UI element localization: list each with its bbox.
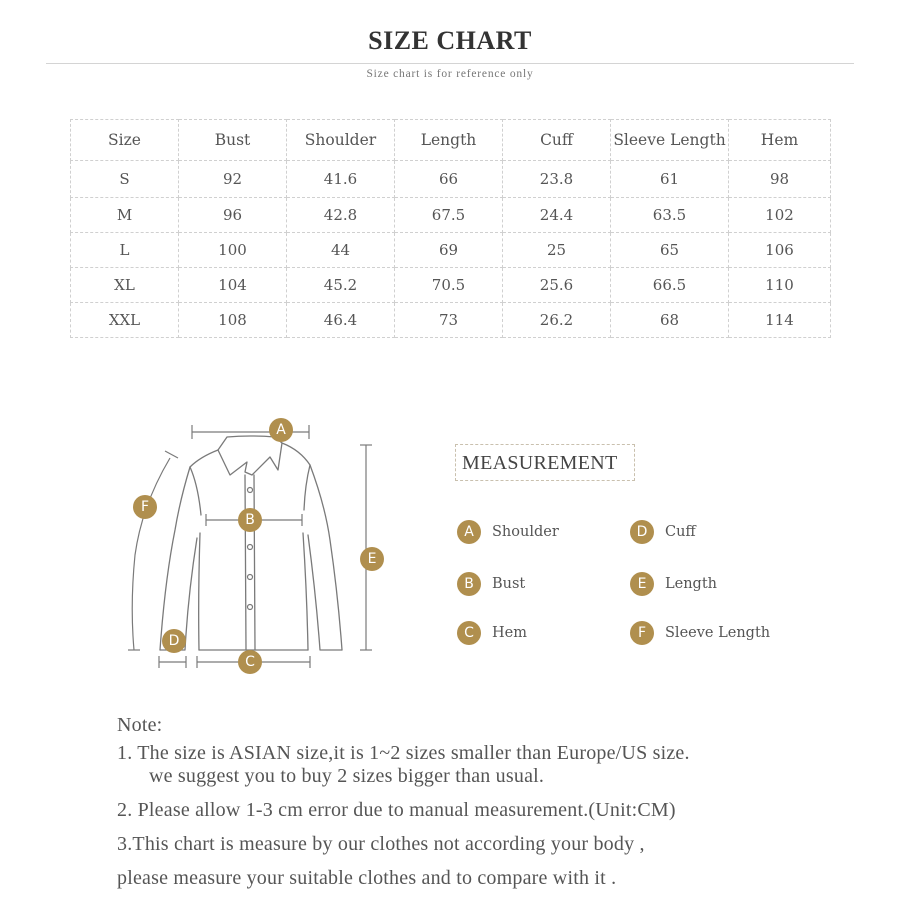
table-cell: 45.2 xyxy=(287,268,395,303)
table-row xyxy=(71,161,831,198)
legend-item-shoulder xyxy=(457,520,559,544)
table-cell: XL xyxy=(71,268,179,303)
badge-e-icon: E xyxy=(360,547,384,571)
table-cell: 69 xyxy=(395,233,503,268)
legend-label: Sleeve Length xyxy=(665,625,771,641)
badge-d-icon: D xyxy=(630,520,654,544)
badge-c-icon: C xyxy=(238,650,262,674)
badge-b-icon: B xyxy=(457,572,481,596)
badge-b-icon: B xyxy=(238,508,262,532)
table-cell: 63.5 xyxy=(611,198,729,233)
table-cell: 104 xyxy=(179,268,287,303)
note-1-continued: we suggest you to buy 2 sizes bigger than usual. xyxy=(149,765,545,787)
legend-label: Cuff xyxy=(665,524,696,540)
table-cell: 24.4 xyxy=(503,198,611,233)
note-2: 2. Please allow 1-3 cm error due to manual measurement.(Unit:CM) xyxy=(117,799,676,821)
table-cell: 65 xyxy=(611,233,729,268)
legend-label: Shoulder xyxy=(492,524,559,540)
badge-a-icon: A xyxy=(457,520,481,544)
column-header-cuff: Cuff xyxy=(503,120,611,161)
column-header-shoulder: Shoulder xyxy=(287,120,395,161)
note-3: 3.This chart is measure by our clothes not according your body , xyxy=(117,833,645,855)
measurement-heading: MEASUREMENT xyxy=(455,444,635,481)
table-cell: 98 xyxy=(729,161,831,198)
table-row xyxy=(71,198,831,233)
legend-item-sleeve-length xyxy=(630,621,770,645)
table-cell: 66 xyxy=(395,161,503,198)
legend-item-cuff xyxy=(630,520,696,544)
table-cell: 108 xyxy=(179,303,287,338)
notes-heading: Note: xyxy=(117,714,163,736)
shirt-diagram xyxy=(120,405,400,695)
note-1: 1. The size is ASIAN size,it is 1~2 sizes smaller than Europe/US size. xyxy=(117,742,690,764)
table-cell: 106 xyxy=(729,233,831,268)
badge-e-icon: E xyxy=(630,572,654,596)
table-cell: 100 xyxy=(179,233,287,268)
table-cell: 68 xyxy=(611,303,729,338)
badge-d-icon: D xyxy=(162,629,186,653)
table-cell: 67.5 xyxy=(395,198,503,233)
legend-label: Length xyxy=(665,576,717,592)
table-cell: S xyxy=(71,161,179,198)
table-cell: 70.5 xyxy=(395,268,503,303)
table-cell: 44 xyxy=(287,233,395,268)
table-cell: M xyxy=(71,198,179,233)
table-cell: 102 xyxy=(729,198,831,233)
legend-item-bust xyxy=(457,572,525,596)
size-table xyxy=(70,119,831,338)
legend-label: Bust xyxy=(492,576,526,592)
table-cell: 41.6 xyxy=(287,161,395,198)
legend-label: Hem xyxy=(492,625,527,641)
page-title: SIZE CHART xyxy=(368,26,532,55)
table-cell: 25.6 xyxy=(503,268,611,303)
table-cell: 23.8 xyxy=(503,161,611,198)
table-row xyxy=(71,268,831,303)
table-cell: 66.5 xyxy=(611,268,729,303)
table-cell: 61 xyxy=(611,161,729,198)
table-header-row xyxy=(71,120,831,161)
table-cell: 92 xyxy=(179,161,287,198)
table-cell: XXL xyxy=(71,303,179,338)
table-cell: 110 xyxy=(729,268,831,303)
column-header-hem: Hem xyxy=(729,120,831,161)
badge-f-icon: F xyxy=(133,495,157,519)
table-cell: 114 xyxy=(729,303,831,338)
page-subtitle: Size chart is for reference only xyxy=(366,68,534,80)
title-divider xyxy=(46,63,854,64)
table-cell: 26.2 xyxy=(503,303,611,338)
note-3-continued: please measure your suitable clothes and to compare with it . xyxy=(117,867,617,889)
table-cell: L xyxy=(71,233,179,268)
legend-item-hem xyxy=(457,621,527,645)
table-cell: 42.8 xyxy=(287,198,395,233)
table-cell: 25 xyxy=(503,233,611,268)
shirt-outline-icon xyxy=(120,405,400,695)
column-header-size: Size xyxy=(71,120,179,161)
table-cell: 73 xyxy=(395,303,503,338)
column-header-sleeve-length: Sleeve Length xyxy=(611,120,729,161)
legend-item-length xyxy=(630,572,717,596)
badge-c-icon: C xyxy=(457,621,481,645)
badge-f-icon: F xyxy=(630,621,654,645)
table-cell: 96 xyxy=(179,198,287,233)
table-cell: 46.4 xyxy=(287,303,395,338)
table-row xyxy=(71,233,831,268)
column-header-length: Length xyxy=(395,120,503,161)
column-header-bust: Bust xyxy=(179,120,287,161)
table-row xyxy=(71,303,831,338)
badge-a-icon: A xyxy=(269,418,293,442)
